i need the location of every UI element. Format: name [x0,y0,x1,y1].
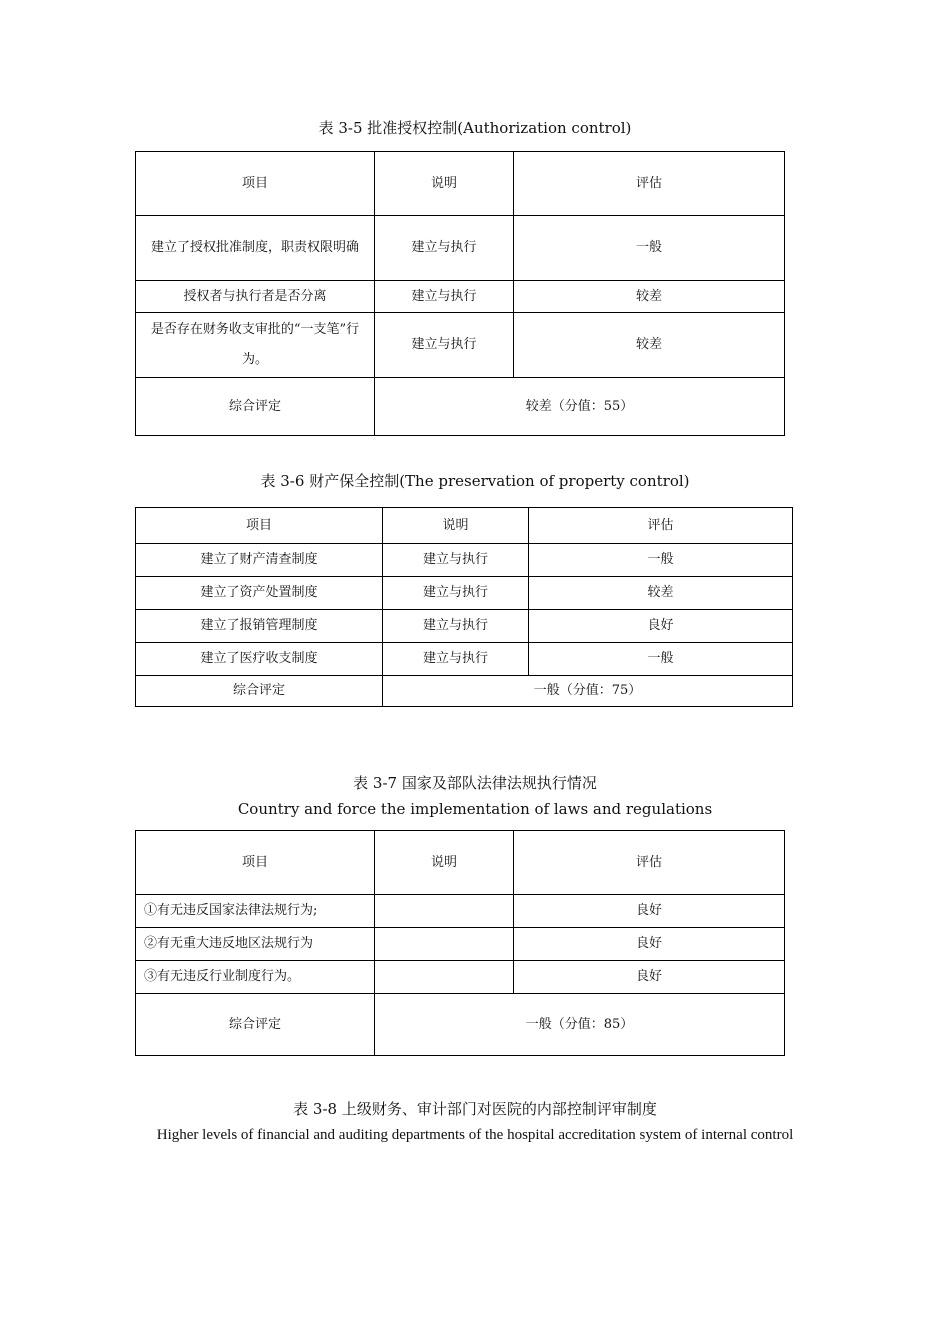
table-cell: 一般 [529,544,793,577]
summary-label: 综合评定 [136,676,383,707]
table-3-7-caption-en: Country and force the implementation of laws and regulations [237,800,713,818]
table-3-5 [135,151,785,436]
table-cell: 一般 [514,216,785,281]
table-cell: 授权者与执行者是否分离 [136,281,375,313]
summary-label: 综合评定 [136,994,375,1056]
table-cell: 良好 [529,610,793,643]
table-cell [375,895,514,928]
table-cell: 较差 [514,281,785,313]
table-cell: 建立与执行 [383,610,529,643]
header-evaluation: 评估 [514,831,785,895]
table-3-8-caption: 表 3-8 上级财务、审计部门对医院的内部控制评审制度 [293,1100,657,1118]
header-description: 说明 [383,508,529,544]
table-cell: 是否存在财务收支审批的“一支笔”行为。 [136,313,375,378]
table-3-7-caption: 表 3-7 国家及部队法律法规执行情况 [353,774,597,792]
table-cell: 建立与执行 [383,643,529,676]
table-cell: 较差 [514,313,785,378]
header-evaluation: 评估 [529,508,793,544]
table-cell: 良好 [514,928,785,961]
header-item: 项目 [136,152,375,216]
table-cell: ①有无违反国家法律法规行为; [136,895,375,928]
table-cell: 建立与执行 [375,281,514,313]
table-cell: 良好 [514,895,785,928]
summary-value: 较差（分值：55） [375,378,785,436]
table-cell: 建立了资产处置制度 [136,577,383,610]
summary-value: 一般（分值：75） [383,676,793,707]
header-evaluation: 评估 [514,152,785,216]
table-cell: 一般 [529,643,793,676]
table-3-8-caption-en: Higher levels of financial and auditing departments of the hospital accreditation system of internal control [156,1127,794,1143]
header-description: 说明 [375,152,514,216]
table-cell: 建立了报销管理制度 [136,610,383,643]
table-cell [375,961,514,994]
table-cell: 建立与执行 [375,313,514,378]
table-cell: 建立与执行 [383,544,529,577]
table-cell: 较差 [529,577,793,610]
summary-value: 一般（分值：85） [375,994,785,1056]
table-cell: 良好 [514,961,785,994]
table-cell: ②有无重大违反地区法规行为 [136,928,375,961]
table-3-6-caption: 表 3-6 财产保全控制(The preservation of property control) [260,472,690,490]
table-3-5-caption: 表 3-5 批准授权控制(Authorization control) [318,119,632,137]
header-item: 项目 [136,831,375,895]
table-cell [375,928,514,961]
table-3-6 [135,507,793,707]
table-cell: 建立了财产清查制度 [136,544,383,577]
table-cell: 建立与执行 [375,216,514,281]
header-description: 说明 [375,831,514,895]
table-cell: 建立了医疗收支制度 [136,643,383,676]
table-cell: ③有无违反行业制度行为。 [136,961,375,994]
table-cell: 建立了授权批准制度，职责权限明确 [136,216,375,281]
header-item: 项目 [136,508,383,544]
summary-label: 综合评定 [136,378,375,436]
table-3-7 [135,830,785,1056]
table-cell: 建立与执行 [383,577,529,610]
